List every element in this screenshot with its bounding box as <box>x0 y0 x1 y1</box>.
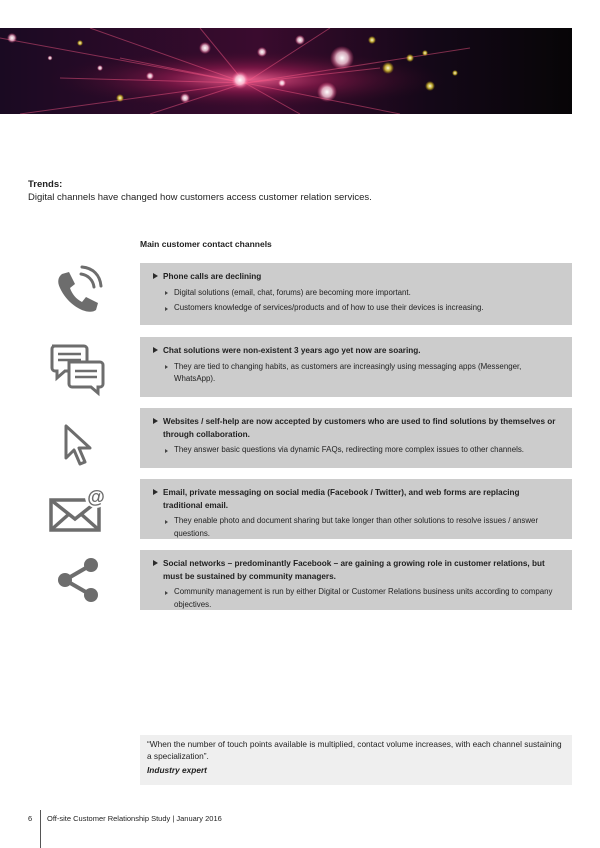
channel-bullet: Digital solutions (email, chat, forums) are becoming more important. <box>153 287 560 300</box>
chat-bubbles-icon <box>47 340 107 400</box>
quote-box <box>140 735 572 785</box>
channel-bullet: Community management is run by either Digital or Customer Relations business units according to company objectives. <box>153 586 560 612</box>
quote-source: Industry expert <box>147 764 207 775</box>
channel-box-phone <box>140 263 572 325</box>
channel-box-email <box>140 479 572 539</box>
channel-heading: Websites / self-help are now accepted by customers who are used to find solutions by themselves or through collaboration. <box>153 416 560 441</box>
channel-heading: Phone calls are declining <box>153 271 560 284</box>
channel-bullet: Customers knowledge of services/products and of how to use their devices is increasing. <box>153 302 560 315</box>
email-at-icon <box>47 483 107 543</box>
channel-bullet: They enable photo and document sharing but take longer than other solutions to resolve issues / answer questions. <box>153 515 560 541</box>
channel-heading: Chat solutions were non-existent 3 years ago yet now are soaring. <box>153 345 560 358</box>
channel-bullet: They are tied to changing habits, as customers are increasingly using messaging apps (Messenger, WhatsApp). <box>153 361 560 387</box>
cursor-pointer-icon <box>50 412 110 472</box>
quote-text: “When the number of touch points available is multiplied, contact volume increases, with each channel sustaining a specialization”. <box>147 739 562 762</box>
channel-bullet: They answer basic questions via dynamic FAQs, redirecting more complex issues to other channels. <box>153 444 560 457</box>
channel-heading: Email, private messaging on social media (Facebook / Twitter), and web forms are replacing traditional email. <box>153 487 560 512</box>
channel-box-websites <box>140 408 572 468</box>
share-icon <box>49 550 109 610</box>
page-number: 6 <box>28 814 33 823</box>
footer-text: Off-site Customer Relationship Study | January 2016 <box>47 814 222 823</box>
channel-box-social <box>140 550 572 610</box>
svg-text:@: @ <box>87 487 105 507</box>
section-title: Main customer contact channels <box>140 239 272 249</box>
trends-title: Trends: <box>28 179 63 190</box>
trends-subtitle: Digital channels have changed how customers access customer relation services. <box>28 192 372 203</box>
footer-divider <box>40 810 41 848</box>
hero-fiber-optic-image <box>0 28 572 114</box>
phone-icon <box>48 262 108 322</box>
channel-box-chat <box>140 337 572 397</box>
channel-heading: Social networks – predominantly Facebook – are gaining a growing role in customer relations, but must be sustained by community managers. <box>153 558 560 583</box>
